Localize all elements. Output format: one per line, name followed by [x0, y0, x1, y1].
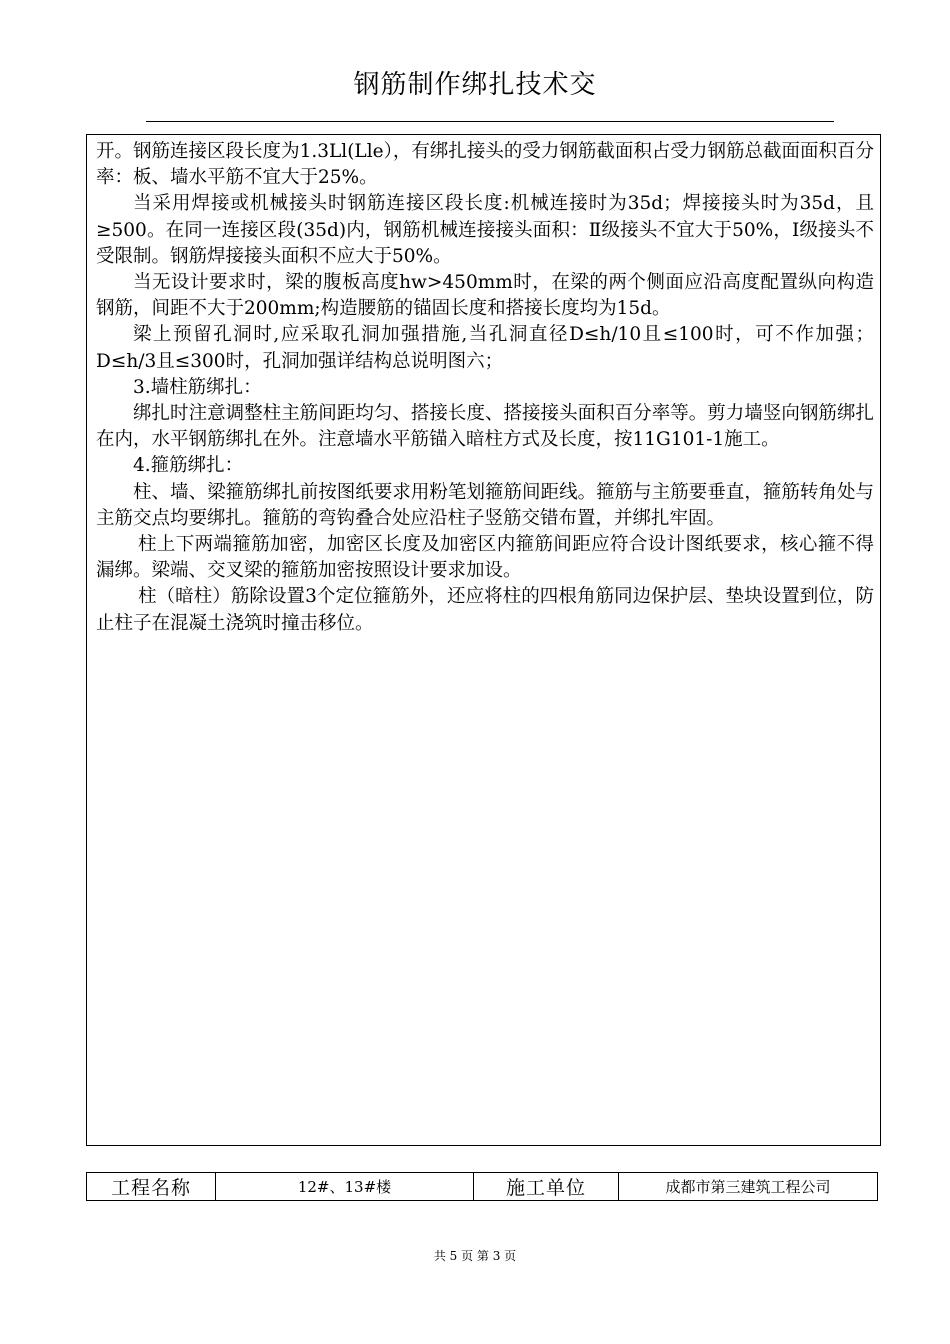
- page-number: 共 5 页 第 3 页: [433, 1249, 517, 1263]
- paragraph: 柱、墙、梁箍筋绑扎前按图纸要求用粉笔划箍筋间距线。箍筋与主筋要垂直，箍筋转角处与主筋交点均要绑扎。箍筋的弯钩叠合处应沿柱子竖筋交错布置，并绑扎牢固。: [96, 481, 874, 529]
- section-heading: 3.墙柱筋绑扎：: [133, 376, 262, 398]
- project-info-table: [86, 1172, 878, 1201]
- paragraph: 柱（暗柱）筋除设置3个定位箍筋外，还应将柱的四根角筋同边保护层、垫块设置到位，防止柱子在混凝土浇筑时撞击移位。: [96, 586, 874, 634]
- contractor-label: 施工单位: [474, 1173, 619, 1201]
- title-underline: [146, 121, 834, 122]
- paragraph: 开。钢筋连接区段长度为1.3Ll(Lle），有绑扎接头的受力钢筋截面积占受力钢筋总截面面积百分率：板、墙水平筋不宜大于25%。: [96, 141, 874, 189]
- contractor-value: 成都市第三建筑工程公司: [619, 1173, 878, 1201]
- paragraph: 梁上预留孔洞时,应采取孔洞加强措施,当孔洞直径D≤h/10且≤100时，可不作加强；D≤h/3且≤300时，孔洞加强详结构总说明图六；: [96, 324, 874, 372]
- content-text: [96, 139, 874, 637]
- section-heading: 4.箍筋绑扎：: [133, 455, 244, 477]
- content-box: [86, 134, 881, 1146]
- paragraph: 当无设计要求时，梁的腹板高度hw>450mm时，在梁的两个侧面应沿高度配置纵向构造钢筋，间距不大于200mm;构造腰筋的锚固长度和搭接长度均为15d。: [96, 272, 874, 320]
- project-name-value: 12#、13#楼: [216, 1173, 474, 1201]
- project-name-label: 工程名称: [87, 1173, 216, 1201]
- paragraph: 绑扎时注意调整柱主筋间距均匀、搭接长度、搭接接头面积百分率等。剪力墙竖向钢筋绑扎在内，水平钢筋绑扎在外。注意墙水平筋锚入暗柱方式及长度，按11G101-1施工。: [96, 403, 874, 451]
- paragraph: 当采用焊接或机械接头时钢筋连接区段长度:机械连接时为35d；焊接接头时为35d，且≥500。在同一连接区段(35d)内，钢筋机械连接接头面积：Ⅱ级接头不宜大于50%，Ⅰ级接头不受限制。钢筋焊接接头面积不应大于50%。: [96, 193, 874, 267]
- document-title: 钢筋制作绑扎技术交: [353, 70, 597, 100]
- paragraph: 柱上下两端箍筋加密，加密区长度及加密区内箍筋间距应符合设计图纸要求，核心箍不得漏绑。梁端、交叉梁的箍筋加密按照设计要求加设。: [96, 534, 874, 582]
- table-row: [87, 1173, 878, 1201]
